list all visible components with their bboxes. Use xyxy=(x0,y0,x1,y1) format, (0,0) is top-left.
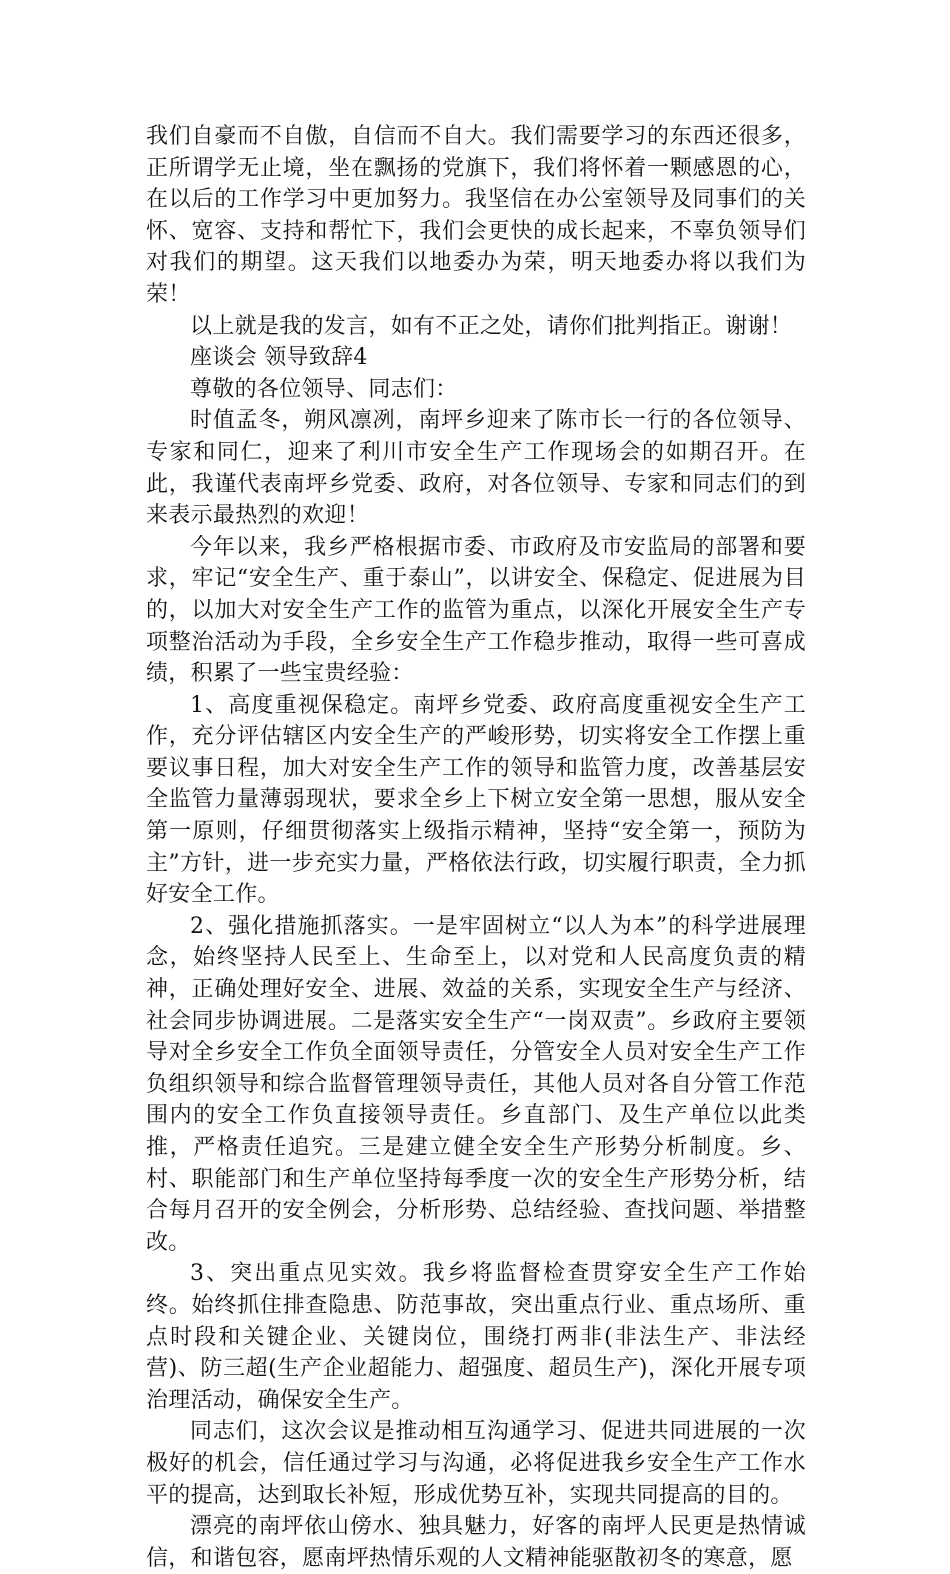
paragraph-1: 我们自豪而不自傲，自信而不自大。我们需要学习的东西还很多，正所谓学无止境，坐在飘扬的党旗下，我们将怀着一颗感恩的心，在以后的工作学习中更加努力。我坚信在办公室领导及同事们的关怀、宽容、支持和帮忙下，我们会更快的成长起来，不辜负领导们对我们的期望。这天我们以地委办为荣，明天地委办将以我们为荣！ xyxy=(146,124,806,307)
paragraph-11: 漂亮的南坪依山傍水、独具魅力，好客的南坪人民更是热情诚信，和谐包容，愿南坪热情乐观的人文精神能驱散初冬的寒意，愿 xyxy=(146,1514,806,1571)
paragraph-6: 今年以来，我乡严格根据市委、市政府及市安监局的部署和要求，牢记“安全生产、重于泰山”，以讲安全、保稳定、促进展为目的，以加大对安全生产工作的监管为重点，以深化开展安全生产专项整治活动为手段，全乡安全生产工作稳步推动，取得一些可喜成绩，积累了一些宝贵经验： xyxy=(146,534,806,687)
paragraph-8: 2、强化措施抓落实。一是牢固树立“以人为本”的科学进展理念，始终坚持人民至上、生命至上，以对党和人民高度负责的精神，正确处理好安全、进展、效益的关系，实现安全生产与经济、社会同步协调进展。二是落实安全生产“一岗双责”。乡政府主要领导对全乡安全工作负全面领导责任，分管安全人员对安全生产工作负组织领导和综合监督管理领导责任，其他人员对各自分管工作范围内的安全工作负直接领导责任。乡直部门、及生产单位以此类推，严格责任追究。三是建立健全安全生产形势分析制度。乡、村、职能部门和生产单位坚持每季度一次的安全生产形势分析，结合每月召开的安全例会，分析形势、总结经验、查找问题、举措整改。 xyxy=(146,913,806,1255)
paragraph-10: 同志们，这次会议是推动相互沟通学习、促进共同进展的一次极好的机会，信任通过学习与沟通，必将促进我乡安全生产工作水平的提高，达到取长补短，形成优势互补，实现共同提高的目的。 xyxy=(146,1419,806,1508)
paragraph-9: 3、突出重点见实效。我乡将监督检查贯穿安全生产工作始终。始终抓住排查隐患、防范事故，突出重点行业、重点场所、重点时段和关键企业、关键岗位，围绕打两非(非法生产、非法经营)、防三超(生产企业超能力、超强度、超员生产)，深化开展专项治理活动，确保安全生产。 xyxy=(146,1261,806,1413)
salutation: 尊敬的各位领导、同志们： xyxy=(190,376,458,402)
section-heading: 座谈会 领导致辞4 xyxy=(190,345,368,371)
paragraph-5: 时值孟冬，朔风凛冽，南坪乡迎来了陈市长一行的各位领导、专家和同仁，迎来了利川市安全生产工作现场会的如期召开。在此，我谨代表南坪乡党委、政府，对各位领导、专家和同志们的到来表示最热烈的欢迎！ xyxy=(146,408,806,529)
paragraph-7: 1、高度重视保稳定。南坪乡党委、政府高度重视安全生产工作，充分评估辖区内安全生产的严峻形势，切实将安全工作摆上重要议事日程，加大对安全生产工作的领导和监管力度，改善基层安全监管力量薄弱现状，要求全乡上下树立安全第一思想，服从安全第一原则，仔细贯彻落实上级指示精神，坚持“安全第一，预防为主”方针，进一步充实力量，严格依法行政，切实履行职责，全力抓好安全工作。 xyxy=(146,692,806,908)
document-body xyxy=(146,121,806,1574)
paragraph-2: 以上就是我的发言，如有不正之处，请你们批判指正。谢谢！ xyxy=(190,313,793,339)
